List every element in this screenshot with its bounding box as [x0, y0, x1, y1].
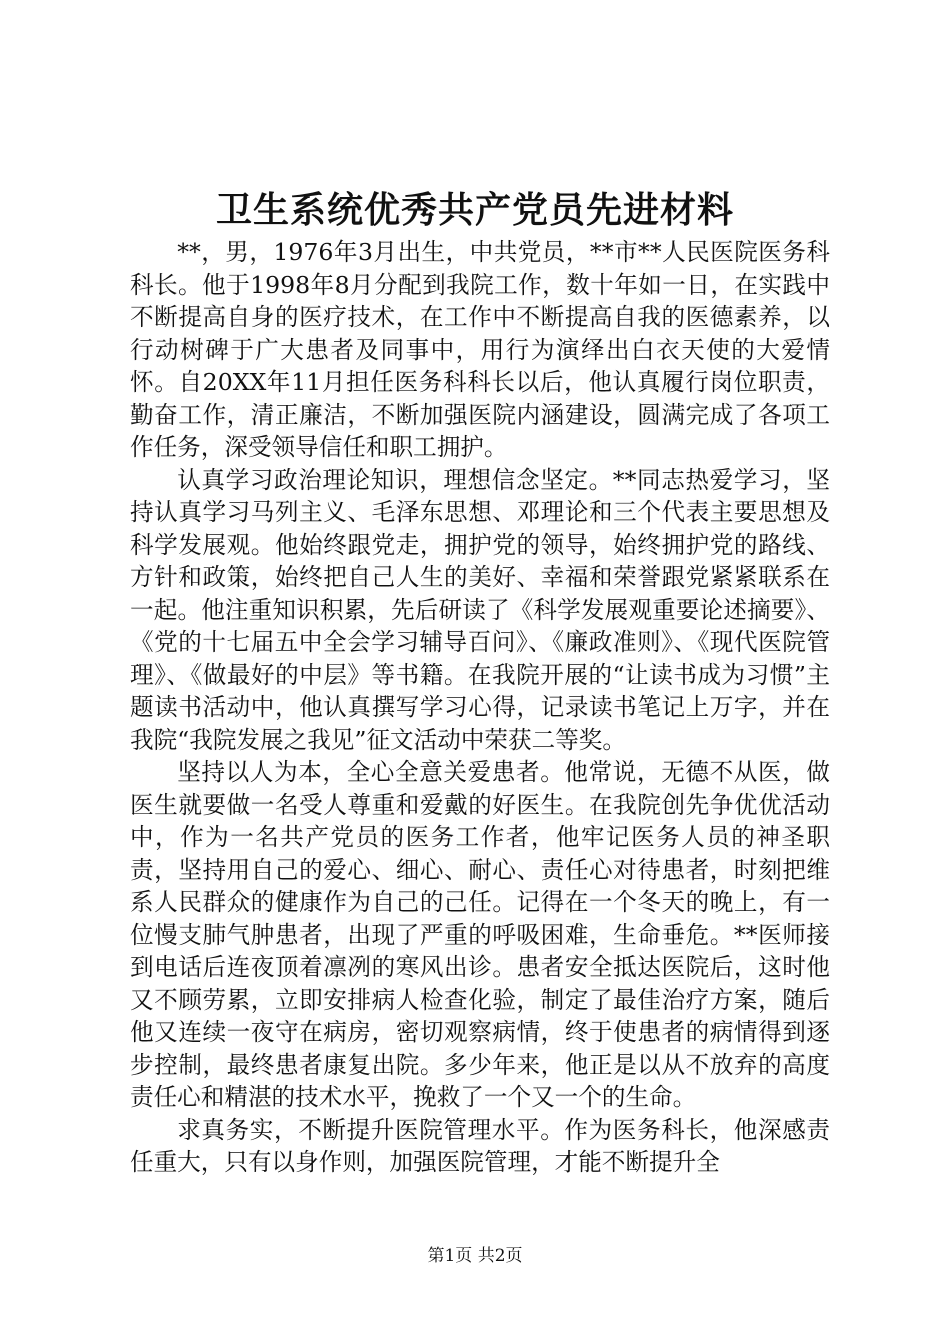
paragraph-4: 求真务实，不断提升医院管理水平。作为医务科长，他深感责任重大，只有以身作则，加强医院管理，才能不断提升全	[130, 1115, 830, 1176]
paragraph-3: 坚持以人为本，全心全意关爱患者。他常说，无德不从医，做医生就要做一名受人尊重和爱戴的好医生。在我院创先争优优活动中，作为一名共产党员的医务工作者，他牢记医务人员的神圣职责，坚持用自己的爱心、细心、耐心、责任心对待患者，时刻把维系人民群众的健康作为自己的己任。记得在一个冬天的晚上，有一位慢支肺气肿患者，出现了严重的呼吸困难，生命垂危。**医师接到电话后连夜顶着凛冽的寒风出诊。患者安全抵达医院后，这时他又不顾劳累，立即安排病人检查化验，制定了最佳治疗方案，随后他又连续一夜守在病房，密切观察病情，终于使患者的病情得到逐步控制，最终患者康复出院。多少年来，他正是以从不放弃的高度责任心和精湛的技术水平，挽救了一个又一个的生命。	[130, 758, 830, 1111]
paragraph-1: **，男，1976年3月出生，中共党员，**市**人民医院医务科科长。他于1998年8月分配到我院工作，数十年如一日，在实践中不断提高自身的医疗技术，在工作中不断提高自我的医德素养，以行动树碑于广大患者及同事中，用行为演绎出白衣天使的大爱情怀。自20XX年11月担任医务科科长以后，他认真履行岗位职责，勤奋工作，清正廉洁，不断加强医院内涵建设，圆满完成了各项工作任务，深受领导信任和职工拥护。	[130, 238, 830, 461]
paragraph-2: 认真学习政治理论知识，理想信念坚定。**同志热爱学习，坚持认真学习马列主义、毛泽东思想、邓理论和三个代表主要思想及科学发展观。他始终跟党走，拥护党的领导，始终拥护党的路线、方针和政策，始终把自己人生的美好、幸福和荣誉跟党紧紧联系在一起。他注重知识积累，先后研读了《科学发展观重要论述摘要》、《党的十七届五中全会学习辅导百问》、《廉政准则》、《现代医院管理》、《做最好的中层》等书籍。在我院开展的“让读书成为习惯”主题读书活动中，他认真撰写学习心得，记录读书笔记上万字，并在我院“我院发展之我见”征文活动中荣获二等奖。	[130, 465, 830, 754]
document-title: 卫生系统优秀共产党员先进材料	[215, 189, 734, 231]
document-body	[130, 236, 830, 1179]
page-number-footer: 第1页 共2页	[427, 1246, 523, 1266]
